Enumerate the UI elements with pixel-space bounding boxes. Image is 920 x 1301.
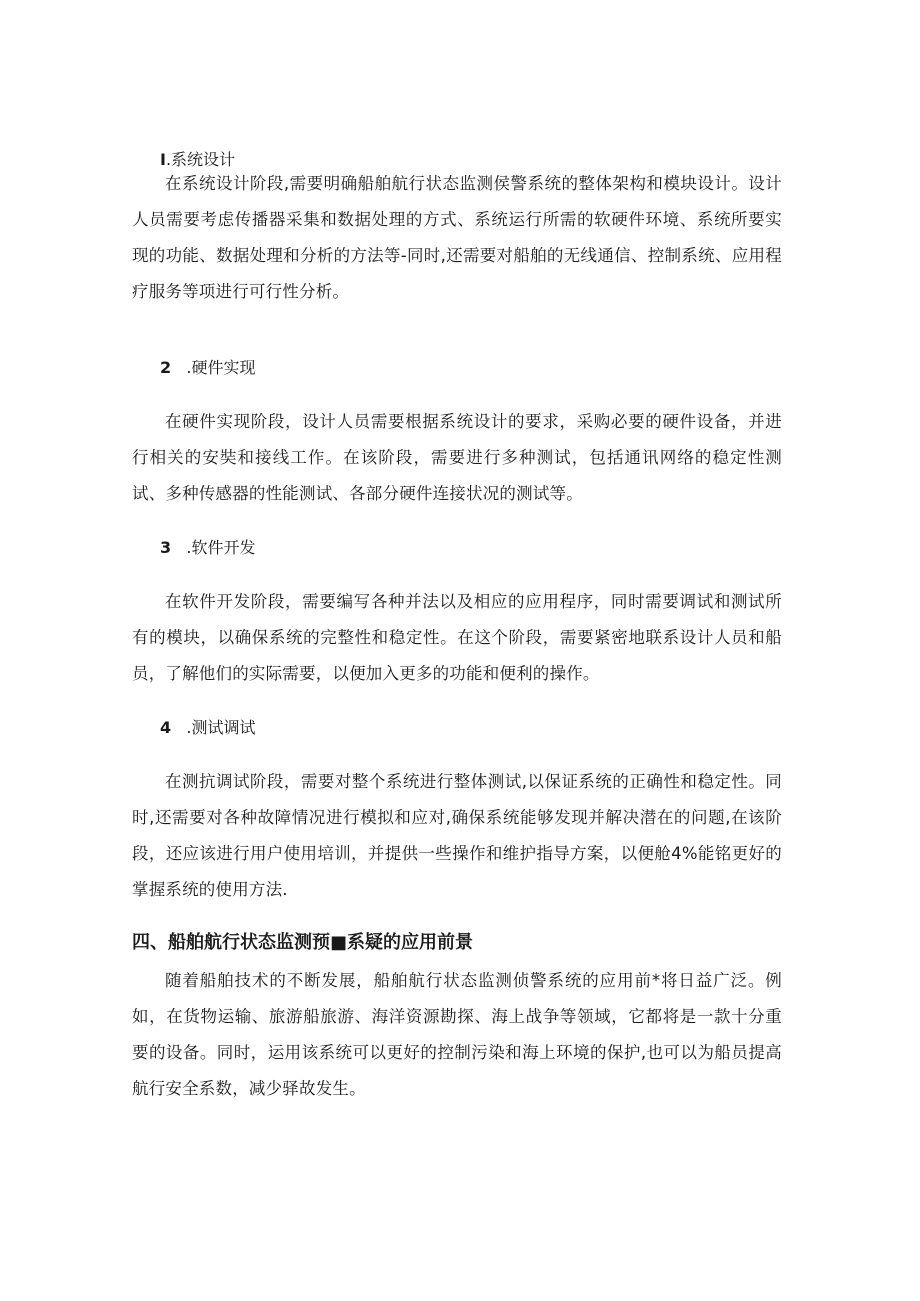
section-1-number: I [160,150,166,169]
section-4-heading [160,717,256,739]
section-2-paragraph: 在硬件实现阶段，设计人员需要根据系统设计的要求，采购必要的硬件设备，并进行相关的安奘和接线工作。在该阶段，需要进行多种测试，包括通讯网络的稳定性测试、多种传感器的性能测试、各部分硬件连接状况的测试等。 [132,412,782,503]
section-3-heading [160,537,256,559]
section-3-title: .软件开发 [186,538,256,557]
chapter-paragraph: 随着船舶技术的不断发展，船舶航行状态监测侦警系统的应用前*将日益广泛。例如，在货物运输、旅游船旅游、海洋资源勘探、海上战争等领域，它都将是一款十分重要的设备。同时，运用该系统可以更好的控制污染和海上环境的保护,也可以为船员提高航行安全系数，减少驿故发生。 [132,971,782,1098]
section-4-paragraph: 在测抗调试阶段，需要对整个系统进行整体测试,以保证系统的正确性和稳定性。同时,还需要对各种故障情况进行模拟和应对,确保系统能够发现并解决潜在的问题,在该阶段，还应该进行用户使用培训，并提供一些操作和维护指导方案，以便舱4%能铭更好的掌握系统的使用方法. [132,772,782,899]
section-3-number: 3 [160,538,172,557]
section-1-title: .系统设计 [165,150,236,169]
section-1-paragraph: 在系统设计阶段,需要明确船舶航行状态监测侯警系统的整体架构和模块设计。设计人员需要考虑传播器采集和数据处理的方式、系统运行所需的软硬件环境、系统所要实现的功能、数据处理和分析的方法等-同时,还需要对船舶的无线通信、控制系统、应用程疗服务等项进行可行性分析。 [132,174,782,301]
section-4-number: 4 [160,718,172,737]
section-2-title: .硬件实现 [186,358,256,377]
section-4-title: .测试调试 [186,718,256,737]
chapter-heading: 四、船舶航行状态监测预■系疑的应用前景 [132,932,474,953]
section-3-paragraph: 在软件开发阶段，需要编写各种并法以及相应的应用程序，同时需要调试和测试所有的模块，以确保系统的完整性和稳定性。在这个阶段，需要紧密地联系设计人员和船员，了解他们的实际需要，以便加入更多的功能和便利的操作。 [132,592,782,683]
section-2-heading [160,357,256,379]
section-2-number: 2 [160,358,172,377]
